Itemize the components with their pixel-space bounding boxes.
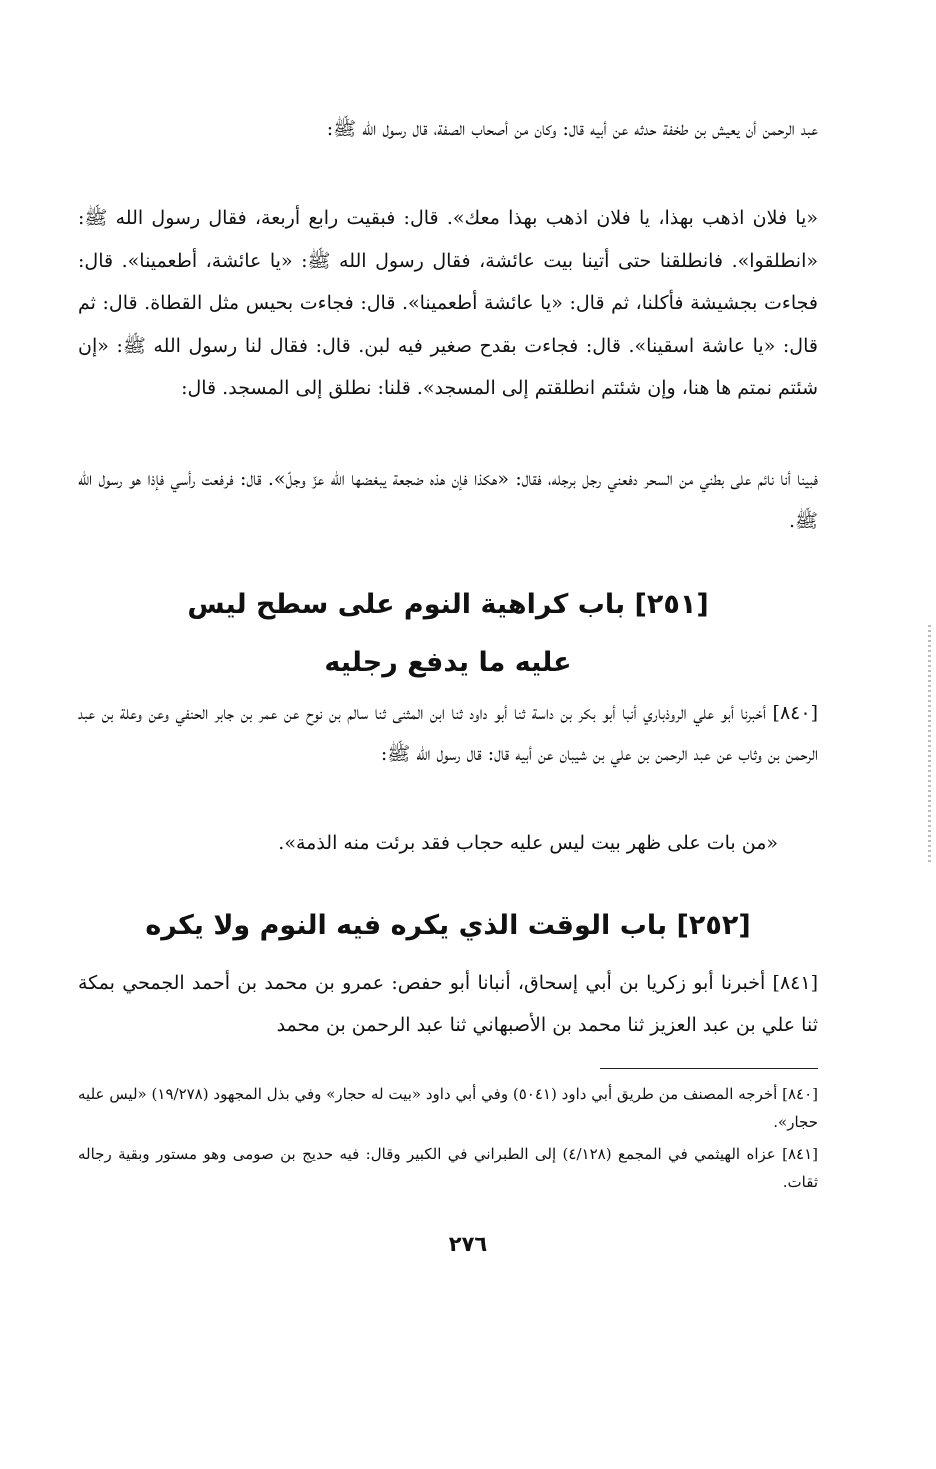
scan-edge-mark xyxy=(928,625,931,865)
footnote-841: [٨٤١] عزاه الهيثمي في المجمع (٤/١٢٨) إلى الطبراني في الكبير وقال: فيه حديج بن صومى وهو مستور وبقية رجاله ثقات. xyxy=(78,1145,818,1191)
footnotes xyxy=(78,1080,818,1200)
paragraph-2: «يا فلان اذهب بهذا، يا فلان اذهب بهذا معك». قال: فبقيت رابع أربعة، فقال رسول الله ﷺ: «انطلقوا». فانطلقنا حتى أتينا بيت عائشة، فقال رسول الله ﷺ: «يا عائشة، أطعمينا». قال: فجاءت بجشيشة فأكلنا، ثم قال: «يا عائشة أطعمينا». قال: فجاءت بحيس مثل القطاة. قال: ثم قال: «يا عاشة اسقينا». قال: فجاءت بقدح صغير فيه لبن. قال: فقال لنا رسول الله ﷺ: «إن شئتم نمتم ها هنا، وإن شئتم انطلقتم إلى المسجد». قلنا: نطلق إلى المسجد. قال: xyxy=(78,207,818,399)
paragraph-1: عبد الرحمن أن يعيش بن طخفة حدثه عن أبيه قال: وكان من أصحاب الصفة، قال رسول الله ﷺ: xyxy=(326,118,818,140)
hadith-841: [٨٤١] أخبرنا أبو زكريا بن أبي إسحاق، أنبانا أبو حفص: عمرو بن محمد بن أحمد الجمحي بمكة ثنا علي بن عبد العزيز ثنا محمد بن الأصبهاني ثنا عبد الرحمن بن محمد xyxy=(78,972,818,1036)
chapter-heading-251-line-1: [٢٥١] باب كراهية النوم على سطح ليس xyxy=(187,589,709,620)
hadith-840-quote: «من بات على ظهر بيت ليس عليه حجاب فقد برئت منه الذمة». xyxy=(278,832,778,854)
paragraph-3: فبينا أنا نائم على بطني من السحر دفعني رجل برجله، فقال: «هكذا فإن هذه ضجعة يبغضها الله عزّ وجلّ». قال: فرفعت رأسي فإذا هو رسول الله ﷺ. xyxy=(78,468,818,532)
footnote-840: [٨٤٠] أخرجه المصنف من طريق أبي داود (٥٠٤١) وفي أبي داود «بيت له حجار» وفي بذل المجهود (١٩/٢٧٨) «ليس عليه حجار». xyxy=(78,1085,818,1131)
footnote-divider xyxy=(600,1068,818,1069)
hadith-840: [٨٤٠] أخبرنا أبو علي الروذباري أنبا أبو بكر بن داسة ثنا أبو داود ثنا ابن المثنى ثنا سالم بن نوح عن عمر بن جابر الحنفي وعن وعلة بن عبد الرحمن بن وثاب عن عبد الرحمن بن علي بن شيبان عن أبيه قال: قال رسول الله ﷺ: xyxy=(78,702,818,765)
page-number: ٢٧٦ xyxy=(448,1232,488,1256)
chapter-heading-251-line-2: عليه ما يدفع رجليه xyxy=(324,647,572,678)
chapter-heading-251 xyxy=(78,576,818,692)
chapter-heading-252: [٢٥٢] باب الوقت الذي يكره فيه النوم ولا يكره xyxy=(145,910,751,941)
